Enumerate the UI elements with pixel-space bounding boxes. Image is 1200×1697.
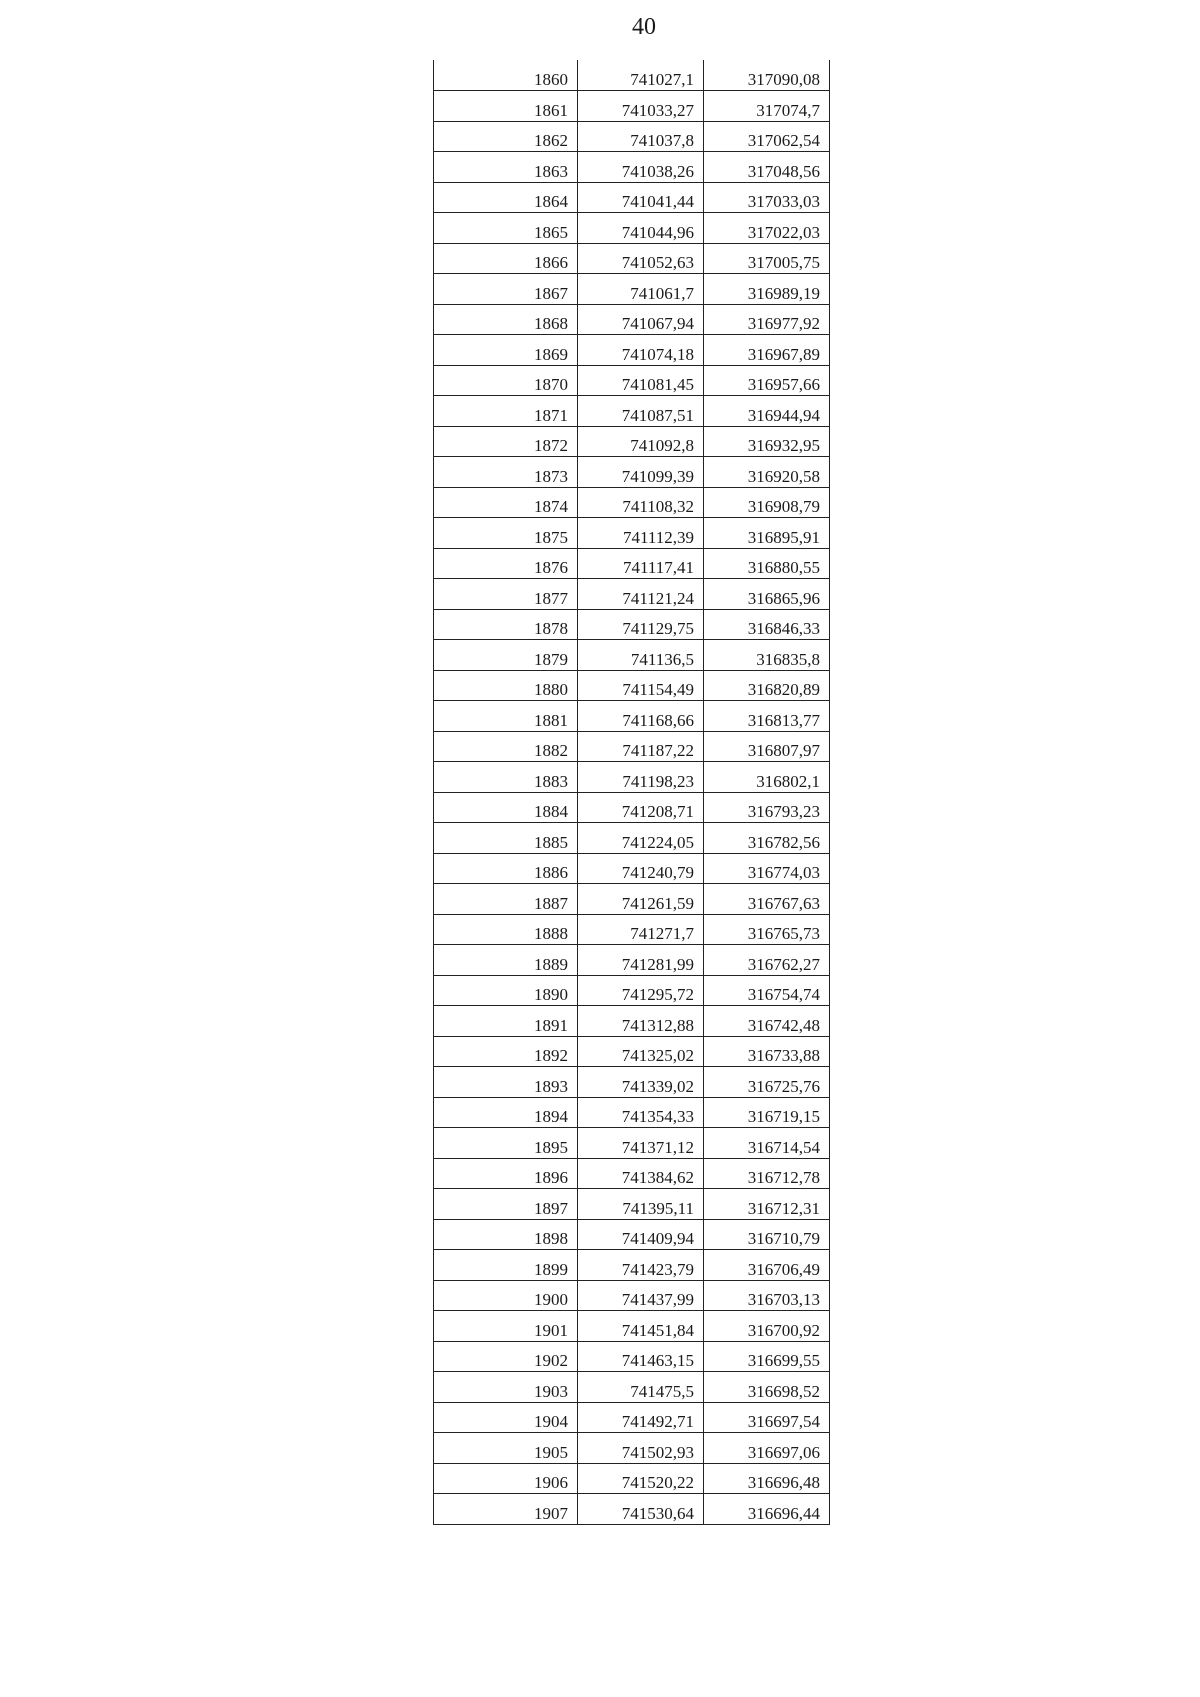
- table-row: [434, 1250, 830, 1281]
- y-coordinate-cell: 317033,03: [704, 182, 830, 213]
- point-number-cell: 1867: [434, 274, 578, 305]
- x-coordinate-cell: 741037,8: [578, 121, 704, 152]
- point-number-cell: 1885: [434, 823, 578, 854]
- point-number-cell: 1873: [434, 457, 578, 488]
- point-number-cell: 1865: [434, 213, 578, 244]
- x-coordinate-cell: 741108,32: [578, 487, 704, 518]
- y-coordinate-cell: 316696,48: [704, 1463, 830, 1494]
- x-coordinate-cell: 741395,11: [578, 1189, 704, 1220]
- point-number-cell: 1897: [434, 1189, 578, 1220]
- page-number: 40: [632, 14, 656, 40]
- y-coordinate-cell: 316765,73: [704, 914, 830, 945]
- point-number-cell: 1877: [434, 579, 578, 610]
- point-number-cell: 1886: [434, 853, 578, 884]
- table-row: [434, 1311, 830, 1342]
- x-coordinate-cell: 741154,49: [578, 670, 704, 701]
- point-number-cell: 1906: [434, 1463, 578, 1494]
- x-coordinate-cell: 741261,59: [578, 884, 704, 915]
- point-number-cell: 1889: [434, 945, 578, 976]
- table-row: [434, 518, 830, 549]
- y-coordinate-cell: 316767,63: [704, 884, 830, 915]
- point-number-cell: 1878: [434, 609, 578, 640]
- table-row: [434, 121, 830, 152]
- table-row: [434, 1097, 830, 1128]
- y-coordinate-cell: 317090,08: [704, 60, 830, 91]
- y-coordinate-cell: 316802,1: [704, 762, 830, 793]
- point-number-cell: 1891: [434, 1006, 578, 1037]
- x-coordinate-cell: 741409,94: [578, 1219, 704, 1250]
- x-coordinate-cell: 741325,02: [578, 1036, 704, 1067]
- x-coordinate-cell: 741081,45: [578, 365, 704, 396]
- table-row: [434, 1128, 830, 1159]
- point-number-cell: 1860: [434, 60, 578, 91]
- table-row: [434, 335, 830, 366]
- point-number-cell: 1890: [434, 975, 578, 1006]
- y-coordinate-cell: 316967,89: [704, 335, 830, 366]
- y-coordinate-cell: 316725,76: [704, 1067, 830, 1098]
- y-coordinate-cell: 316835,8: [704, 640, 830, 671]
- table-row: [434, 884, 830, 915]
- x-coordinate-cell: 741208,71: [578, 792, 704, 823]
- y-coordinate-cell: 316697,54: [704, 1402, 830, 1433]
- x-coordinate-cell: 741061,7: [578, 274, 704, 305]
- point-number-cell: 1864: [434, 182, 578, 213]
- x-coordinate-cell: 741312,88: [578, 1006, 704, 1037]
- table-row: [434, 1372, 830, 1403]
- y-coordinate-cell: 316698,52: [704, 1372, 830, 1403]
- y-coordinate-cell: 316696,44: [704, 1494, 830, 1525]
- x-coordinate-cell: 741451,84: [578, 1311, 704, 1342]
- y-coordinate-cell: 316700,92: [704, 1311, 830, 1342]
- x-coordinate-cell: 741027,1: [578, 60, 704, 91]
- point-number-cell: 1887: [434, 884, 578, 915]
- y-coordinate-cell: 316733,88: [704, 1036, 830, 1067]
- table-row: [434, 1402, 830, 1433]
- table-row: [434, 1189, 830, 1220]
- table-row: [434, 60, 830, 91]
- y-coordinate-cell: 317048,56: [704, 152, 830, 183]
- point-number-cell: 1901: [434, 1311, 578, 1342]
- table-row: [434, 548, 830, 579]
- point-number-cell: 1875: [434, 518, 578, 549]
- point-number-cell: 1902: [434, 1341, 578, 1372]
- table-row: [434, 91, 830, 122]
- y-coordinate-cell: 316880,55: [704, 548, 830, 579]
- point-number-cell: 1876: [434, 548, 578, 579]
- x-coordinate-cell: 741198,23: [578, 762, 704, 793]
- table-row: [434, 853, 830, 884]
- point-number-cell: 1883: [434, 762, 578, 793]
- y-coordinate-cell: 316989,19: [704, 274, 830, 305]
- point-number-cell: 1861: [434, 91, 578, 122]
- x-coordinate-cell: 741463,15: [578, 1341, 704, 1372]
- x-coordinate-cell: 741224,05: [578, 823, 704, 854]
- x-coordinate-cell: 741187,22: [578, 731, 704, 762]
- table-row: [434, 609, 830, 640]
- point-number-cell: 1862: [434, 121, 578, 152]
- point-number-cell: 1900: [434, 1280, 578, 1311]
- y-coordinate-cell: 317074,7: [704, 91, 830, 122]
- table-row: [434, 945, 830, 976]
- table-row: [434, 1433, 830, 1464]
- point-number-cell: 1866: [434, 243, 578, 274]
- point-number-cell: 1905: [434, 1433, 578, 1464]
- point-number-cell: 1888: [434, 914, 578, 945]
- y-coordinate-cell: 316719,15: [704, 1097, 830, 1128]
- y-coordinate-cell: 316712,78: [704, 1158, 830, 1189]
- point-number-cell: 1872: [434, 426, 578, 457]
- y-coordinate-cell: 316820,89: [704, 670, 830, 701]
- y-coordinate-cell: 316957,66: [704, 365, 830, 396]
- table-row: [434, 152, 830, 183]
- table-row: [434, 396, 830, 427]
- point-number-cell: 1894: [434, 1097, 578, 1128]
- table-row: [434, 1067, 830, 1098]
- point-number-cell: 1880: [434, 670, 578, 701]
- x-coordinate-cell: 741067,94: [578, 304, 704, 335]
- x-coordinate-cell: 741475,5: [578, 1372, 704, 1403]
- y-coordinate-cell: 316846,33: [704, 609, 830, 640]
- y-coordinate-cell: 316908,79: [704, 487, 830, 518]
- table-row: [434, 1463, 830, 1494]
- x-coordinate-cell: 741074,18: [578, 335, 704, 366]
- table-row: [434, 274, 830, 305]
- y-coordinate-cell: 316932,95: [704, 426, 830, 457]
- table-row: [434, 182, 830, 213]
- x-coordinate-cell: 741112,39: [578, 518, 704, 549]
- y-coordinate-cell: 316714,54: [704, 1128, 830, 1159]
- x-coordinate-cell: 741384,62: [578, 1158, 704, 1189]
- x-coordinate-cell: 741271,7: [578, 914, 704, 945]
- y-coordinate-cell: 316865,96: [704, 579, 830, 610]
- x-coordinate-cell: 741281,99: [578, 945, 704, 976]
- table-row: [434, 823, 830, 854]
- table-row: [434, 731, 830, 762]
- x-coordinate-cell: 741136,5: [578, 640, 704, 671]
- x-coordinate-cell: 741099,39: [578, 457, 704, 488]
- table-row: [434, 213, 830, 244]
- point-number-cell: 1892: [434, 1036, 578, 1067]
- x-coordinate-cell: 741520,22: [578, 1463, 704, 1494]
- y-coordinate-cell: 316944,94: [704, 396, 830, 427]
- y-coordinate-cell: 316920,58: [704, 457, 830, 488]
- y-coordinate-cell: 316807,97: [704, 731, 830, 762]
- x-coordinate-cell: 741437,99: [578, 1280, 704, 1311]
- table-row: [434, 365, 830, 396]
- point-number-cell: 1870: [434, 365, 578, 396]
- y-coordinate-cell: 316793,23: [704, 792, 830, 823]
- x-coordinate-cell: 741492,71: [578, 1402, 704, 1433]
- point-number-cell: 1868: [434, 304, 578, 335]
- point-number-cell: 1899: [434, 1250, 578, 1281]
- table-row: [434, 975, 830, 1006]
- table-row: [434, 1219, 830, 1250]
- table-row: [434, 701, 830, 732]
- point-number-cell: 1904: [434, 1402, 578, 1433]
- x-coordinate-cell: 741168,66: [578, 701, 704, 732]
- table-row: [434, 1341, 830, 1372]
- point-number-cell: 1879: [434, 640, 578, 671]
- table-row: [434, 670, 830, 701]
- y-coordinate-cell: 316813,77: [704, 701, 830, 732]
- table-row: [434, 243, 830, 274]
- table-row: [434, 426, 830, 457]
- table-row: [434, 579, 830, 610]
- point-number-cell: 1896: [434, 1158, 578, 1189]
- table-row: [434, 487, 830, 518]
- table-row: [434, 1280, 830, 1311]
- x-coordinate-cell: 741052,63: [578, 243, 704, 274]
- x-coordinate-cell: 741121,24: [578, 579, 704, 610]
- table-row: [434, 1036, 830, 1067]
- x-coordinate-cell: 741371,12: [578, 1128, 704, 1159]
- x-coordinate-cell: 741092,8: [578, 426, 704, 457]
- x-coordinate-cell: 741295,72: [578, 975, 704, 1006]
- table-row: [434, 640, 830, 671]
- x-coordinate-cell: 741129,75: [578, 609, 704, 640]
- table-row: [434, 457, 830, 488]
- table-row: [434, 1006, 830, 1037]
- y-coordinate-cell: 316774,03: [704, 853, 830, 884]
- table-row: [434, 762, 830, 793]
- table-row: [434, 1158, 830, 1189]
- y-coordinate-cell: 317022,03: [704, 213, 830, 244]
- table-row: [434, 1494, 830, 1525]
- x-coordinate-cell: 741354,33: [578, 1097, 704, 1128]
- y-coordinate-cell: 316712,31: [704, 1189, 830, 1220]
- point-number-cell: 1903: [434, 1372, 578, 1403]
- x-coordinate-cell: 741502,93: [578, 1433, 704, 1464]
- x-coordinate-cell: 741423,79: [578, 1250, 704, 1281]
- point-number-cell: 1895: [434, 1128, 578, 1159]
- x-coordinate-cell: 741117,41: [578, 548, 704, 579]
- table-row: [434, 304, 830, 335]
- point-number-cell: 1882: [434, 731, 578, 762]
- x-coordinate-cell: 741044,96: [578, 213, 704, 244]
- y-coordinate-cell: 316710,79: [704, 1219, 830, 1250]
- y-coordinate-cell: 316742,48: [704, 1006, 830, 1037]
- point-number-cell: 1869: [434, 335, 578, 366]
- x-coordinate-cell: 741041,44: [578, 182, 704, 213]
- x-coordinate-cell: 741033,27: [578, 91, 704, 122]
- x-coordinate-cell: 741530,64: [578, 1494, 704, 1525]
- table-row: [434, 792, 830, 823]
- y-coordinate-cell: 316703,13: [704, 1280, 830, 1311]
- coordinates-table-body: [434, 60, 830, 1524]
- y-coordinate-cell: 317005,75: [704, 243, 830, 274]
- y-coordinate-cell: 316895,91: [704, 518, 830, 549]
- y-coordinate-cell: 316762,27: [704, 945, 830, 976]
- y-coordinate-cell: 317062,54: [704, 121, 830, 152]
- table-row: [434, 914, 830, 945]
- y-coordinate-cell: 316782,56: [704, 823, 830, 854]
- y-coordinate-cell: 316977,92: [704, 304, 830, 335]
- point-number-cell: 1863: [434, 152, 578, 183]
- point-number-cell: 1893: [434, 1067, 578, 1098]
- x-coordinate-cell: 741339,02: [578, 1067, 704, 1098]
- point-number-cell: 1884: [434, 792, 578, 823]
- y-coordinate-cell: 316697,06: [704, 1433, 830, 1464]
- point-number-cell: 1874: [434, 487, 578, 518]
- point-number-cell: 1907: [434, 1494, 578, 1525]
- coordinates-table: [433, 60, 830, 1525]
- x-coordinate-cell: 741240,79: [578, 853, 704, 884]
- point-number-cell: 1871: [434, 396, 578, 427]
- y-coordinate-cell: 316699,55: [704, 1341, 830, 1372]
- y-coordinate-cell: 316706,49: [704, 1250, 830, 1281]
- x-coordinate-cell: 741038,26: [578, 152, 704, 183]
- point-number-cell: 1898: [434, 1219, 578, 1250]
- point-number-cell: 1881: [434, 701, 578, 732]
- y-coordinate-cell: 316754,74: [704, 975, 830, 1006]
- x-coordinate-cell: 741087,51: [578, 396, 704, 427]
